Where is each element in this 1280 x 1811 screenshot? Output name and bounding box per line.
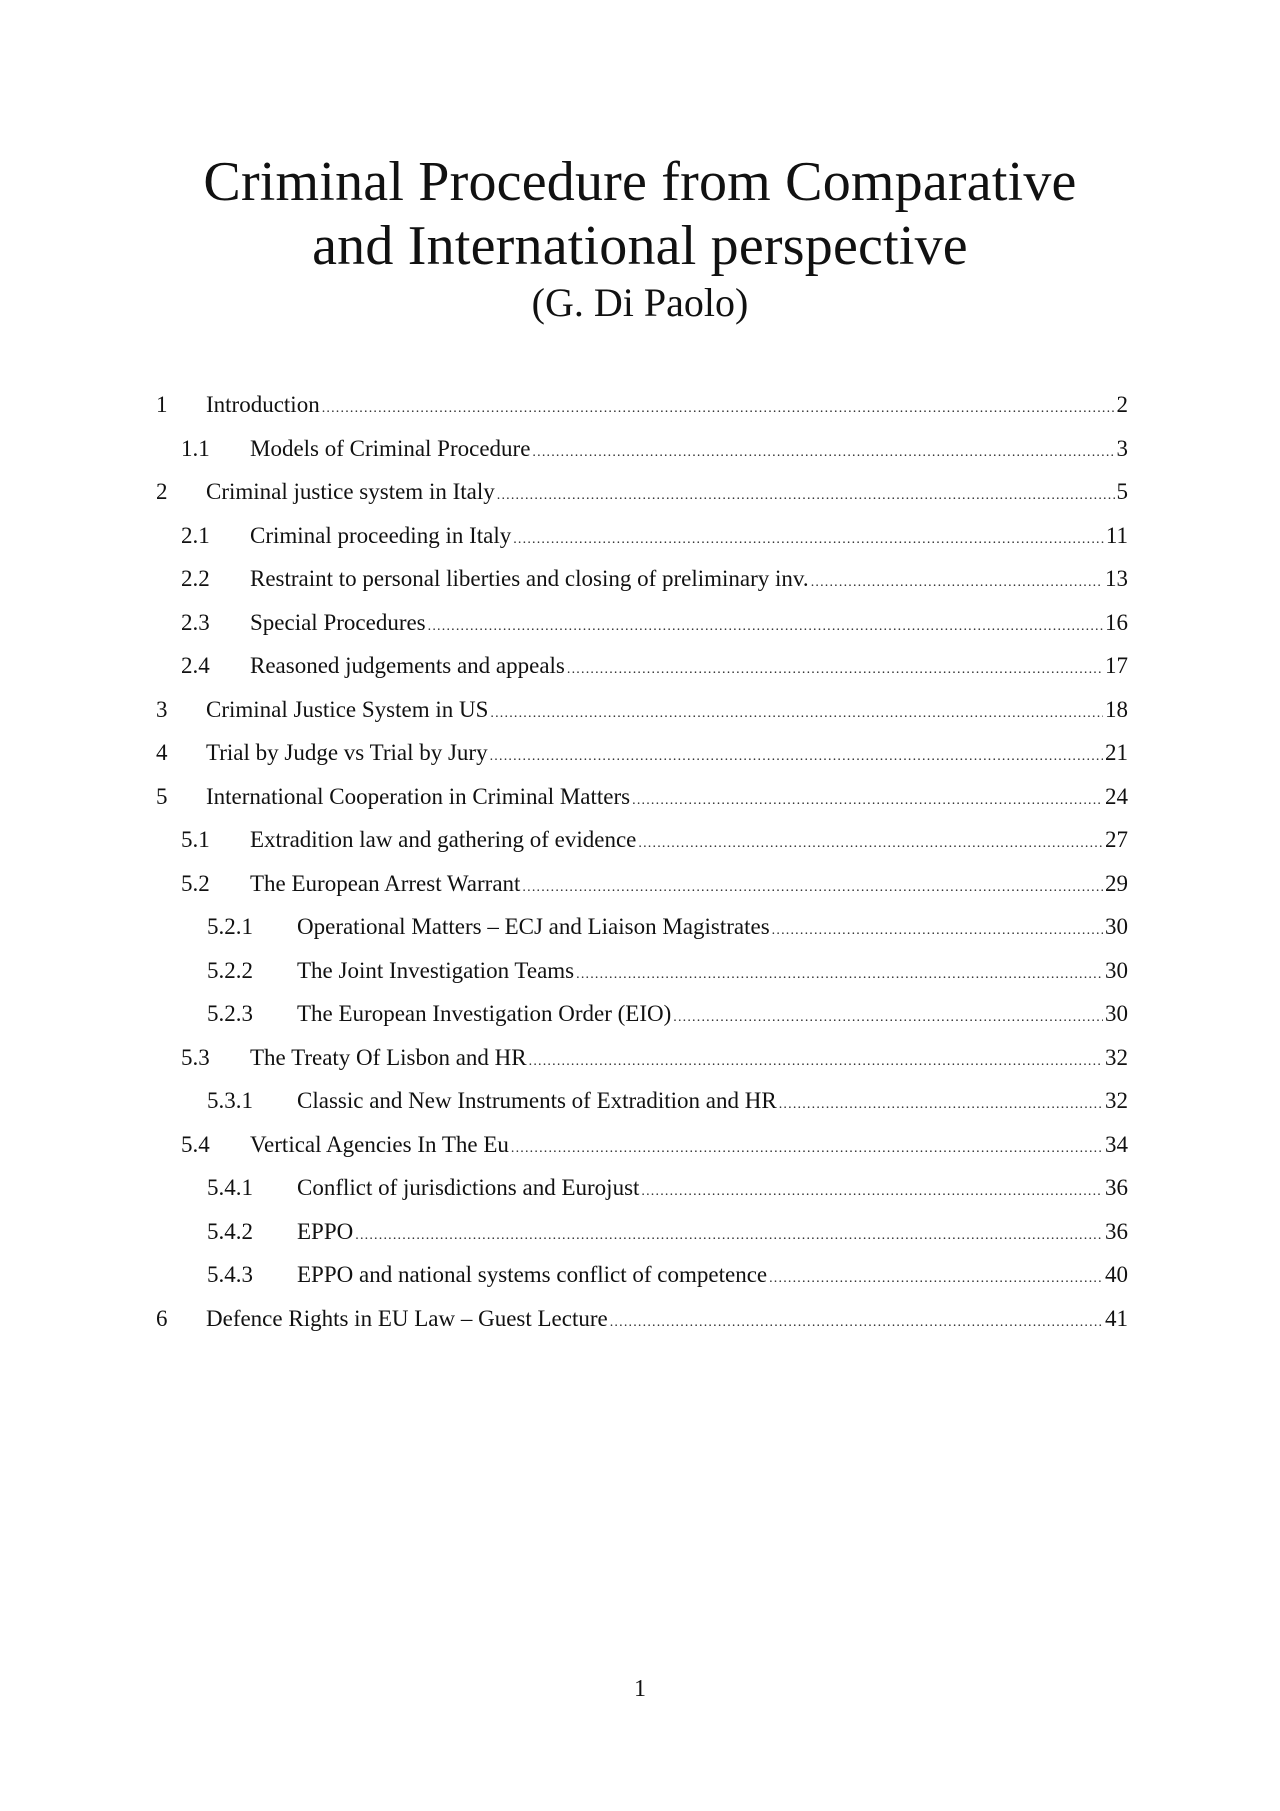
toc-entry-page[interactable]: 18: [1105, 696, 1128, 722]
toc-dot-leader: [610, 1315, 1103, 1331]
toc-entry-label[interactable]: International Cooperation in Criminal Matters: [206, 783, 631, 809]
toc-entry-line: [297, 1001, 1128, 1027]
toc-entry-page[interactable]: 36: [1105, 1218, 1128, 1244]
toc-entry-line: [250, 827, 1128, 853]
toc-dot-leader: [490, 706, 1103, 722]
toc-entry[interactable]: [156, 1298, 1128, 1342]
toc-entry[interactable]: [156, 645, 1128, 689]
toc-entry[interactable]: [156, 1037, 1128, 1081]
toc-entry-line: [206, 740, 1128, 766]
toc-entry-number: 5.4.2: [207, 1218, 253, 1244]
title-block: [0, 150, 1280, 328]
toc-dot-leader: [772, 923, 1103, 939]
toc-entry-page[interactable]: 24: [1105, 783, 1128, 809]
toc-entry[interactable]: [156, 428, 1128, 472]
toc-dot-leader: [522, 880, 1103, 896]
toc-entry-line: [297, 914, 1128, 940]
toc-entry-page[interactable]: 30: [1105, 1001, 1128, 1026]
toc-entry[interactable]: [156, 1211, 1128, 1255]
toc-entry-page[interactable]: 30: [1105, 957, 1128, 983]
toc-entry[interactable]: [156, 515, 1128, 559]
toc-entry-number: 5.2.1: [207, 914, 253, 939]
toc-entry-page[interactable]: 3: [1116, 435, 1128, 461]
toc-entry-line: [297, 1262, 1128, 1288]
toc-entry[interactable]: [156, 1080, 1128, 1124]
toc-entry[interactable]: [156, 1167, 1128, 1211]
toc-entry-label[interactable]: Criminal justice system in Italy: [206, 479, 495, 504]
document-title-line-1: Criminal Procedure from Comparative: [203, 151, 1077, 213]
toc-entry[interactable]: [156, 993, 1128, 1037]
toc-dot-leader: [641, 1184, 1103, 1200]
toc-entry-page[interactable]: 13: [1105, 566, 1128, 591]
toc-entry-number: 5.2: [181, 870, 210, 896]
toc-entry[interactable]: [156, 1254, 1128, 1298]
toc-entry-label[interactable]: Criminal Justice System in US: [206, 696, 489, 722]
toc-entry-page[interactable]: 11: [1105, 522, 1128, 548]
toc-entry-label[interactable]: Special Procedures: [250, 609, 426, 635]
toc-entry-label[interactable]: Extradition law and gathering of evidence: [250, 827, 637, 852]
toc-dot-leader: [779, 1097, 1103, 1113]
toc-entry-number: 1: [156, 392, 168, 417]
toc-entry-number: 5.3.1: [207, 1088, 253, 1113]
toc-dot-leader: [497, 488, 1115, 504]
toc-entry-number: 5.4.1: [207, 1175, 253, 1200]
toc-entry-page[interactable]: 21: [1105, 740, 1128, 765]
toc-entry-label[interactable]: Reasoned judgements and appeals: [250, 653, 565, 678]
toc-dot-leader: [638, 836, 1103, 852]
toc-entry-page[interactable]: 17: [1105, 653, 1128, 678]
toc-entry-label[interactable]: Vertical Agencies In The Eu: [250, 1131, 509, 1157]
toc-dot-leader: [576, 967, 1103, 983]
toc-entry-label[interactable]: Trial by Judge vs Trial by Jury: [206, 740, 488, 765]
toc-dot-leader: [532, 445, 1114, 461]
toc-entry-page[interactable]: 34: [1105, 1131, 1128, 1157]
toc-entry-label[interactable]: Restraint to personal liberties and closing of preliminary inv.: [250, 566, 809, 591]
toc-entry[interactable]: [156, 819, 1128, 863]
toc-entry-page[interactable]: 41: [1105, 1305, 1128, 1331]
toc-entry-line: [250, 1132, 1128, 1158]
toc-entry-line: [206, 697, 1128, 723]
toc-entry-line: [297, 1175, 1128, 1201]
toc-dot-leader: [567, 662, 1103, 678]
toc-entry-number: 3: [156, 696, 168, 722]
toc-entry-line: [250, 436, 1128, 462]
toc-entry[interactable]: [156, 471, 1128, 515]
toc-entry-number: 5.3: [181, 1044, 210, 1070]
toc-entry-label[interactable]: EPPO: [297, 1218, 354, 1244]
toc-entry-number: 1.1: [181, 435, 210, 461]
toc-dot-leader: [511, 1141, 1103, 1157]
toc-entry-label[interactable]: The Joint Investigation Teams: [297, 957, 575, 983]
toc-entry-number: 5.2.3: [207, 1001, 253, 1026]
toc-entry-number: 5.1: [181, 827, 210, 852]
toc-dot-leader: [355, 1228, 1103, 1244]
toc-entry-line: [250, 871, 1128, 897]
toc-entry-line: [206, 392, 1128, 418]
toc-entry-label[interactable]: The Treaty Of Lisbon and HR: [250, 1044, 527, 1070]
toc-entry-number: 2.4: [181, 653, 210, 678]
toc-entry-number: 6: [156, 1305, 168, 1331]
toc-dot-leader: [428, 619, 1103, 635]
toc-entry-page[interactable]: 2: [1116, 392, 1128, 417]
toc-dot-leader: [632, 793, 1103, 809]
toc-entry-label[interactable]: The European Investigation Order (EIO): [297, 1001, 672, 1026]
toc-entry[interactable]: [156, 732, 1128, 776]
toc-entry-page[interactable]: 16: [1105, 609, 1128, 635]
toc-entry[interactable]: [156, 906, 1128, 950]
toc-entry-number: 2.2: [181, 566, 210, 591]
toc-entry-number: 2.1: [181, 522, 210, 548]
toc-entry-page[interactable]: 5: [1116, 479, 1128, 504]
toc-entry-line: [250, 523, 1128, 549]
toc-entry-line: [206, 784, 1128, 810]
toc-entry-line: [297, 958, 1128, 984]
toc-entry-number: 2.3: [181, 609, 210, 635]
toc-entry[interactable]: [156, 863, 1128, 907]
toc-dot-leader: [513, 532, 1104, 548]
toc-entry-label[interactable]: Models of Criminal Procedure: [250, 435, 531, 461]
toc-entry-line: [297, 1088, 1128, 1114]
toc-entry-page[interactable]: 29: [1105, 870, 1128, 896]
toc-entry[interactable]: [156, 1124, 1128, 1168]
toc-entry[interactable]: [156, 689, 1128, 733]
toc-entry-line: [206, 479, 1128, 505]
toc-dot-leader: [490, 749, 1103, 765]
document-title-line-2: and International perspective: [312, 215, 968, 277]
toc-dot-leader: [673, 1010, 1103, 1026]
toc-entry-number: 5.4: [181, 1131, 210, 1157]
toc-entry-label[interactable]: Defence Rights in EU Law – Guest Lecture: [206, 1305, 608, 1331]
toc-entry[interactable]: [156, 384, 1128, 428]
toc-entry-line: [297, 1219, 1128, 1245]
toc-entry[interactable]: [156, 602, 1128, 646]
toc-entry-page[interactable]: 36: [1105, 1175, 1128, 1200]
toc-entry-page[interactable]: 40: [1105, 1262, 1128, 1287]
document-author: (G. Di Paolo): [531, 280, 749, 325]
toc-entry-page[interactable]: 27: [1105, 827, 1128, 852]
toc-entry[interactable]: [156, 776, 1128, 820]
toc-entry-line: [206, 1306, 1128, 1332]
toc-entry-number: 2: [156, 479, 168, 504]
table-of-contents: [156, 384, 1128, 1341]
toc-dot-leader: [322, 401, 1115, 417]
toc-entry-label[interactable]: Classic and New Instruments of Extradition and HR: [297, 1088, 777, 1113]
toc-entry-label[interactable]: Criminal proceeding in Italy: [250, 522, 512, 548]
toc-entry-line: [250, 1045, 1128, 1071]
toc-entry-line: [250, 653, 1128, 679]
toc-entry-label[interactable]: Operational Matters – ECJ and Liaison Magistrates: [297, 914, 770, 939]
toc-entry[interactable]: [156, 950, 1128, 994]
toc-entry-number: 5.2.2: [207, 957, 253, 983]
toc-entry-label[interactable]: Conflict of jurisdictions and Eurojust: [297, 1175, 640, 1200]
toc-entry-number: 5.4.3: [207, 1262, 253, 1287]
toc-entry-page[interactable]: 30: [1105, 914, 1128, 939]
toc-entry-page[interactable]: 32: [1105, 1044, 1128, 1070]
toc-entry-label[interactable]: The European Arrest Warrant: [250, 870, 521, 896]
toc-dot-leader: [769, 1271, 1103, 1287]
toc-entry[interactable]: [156, 558, 1128, 602]
toc-dot-leader: [811, 575, 1103, 591]
toc-entry-number: 4: [156, 740, 168, 765]
toc-entry-label[interactable]: Introduction: [206, 392, 320, 417]
toc-entry-page[interactable]: 32: [1105, 1088, 1128, 1113]
toc-entry-line: [250, 610, 1128, 636]
toc-entry-number: 5: [156, 783, 168, 809]
page-number: 1: [634, 1676, 646, 1702]
toc-entry-line: [250, 566, 1128, 592]
toc-entry-label[interactable]: EPPO and national systems conflict of competence: [297, 1262, 768, 1287]
toc-dot-leader: [529, 1054, 1103, 1070]
